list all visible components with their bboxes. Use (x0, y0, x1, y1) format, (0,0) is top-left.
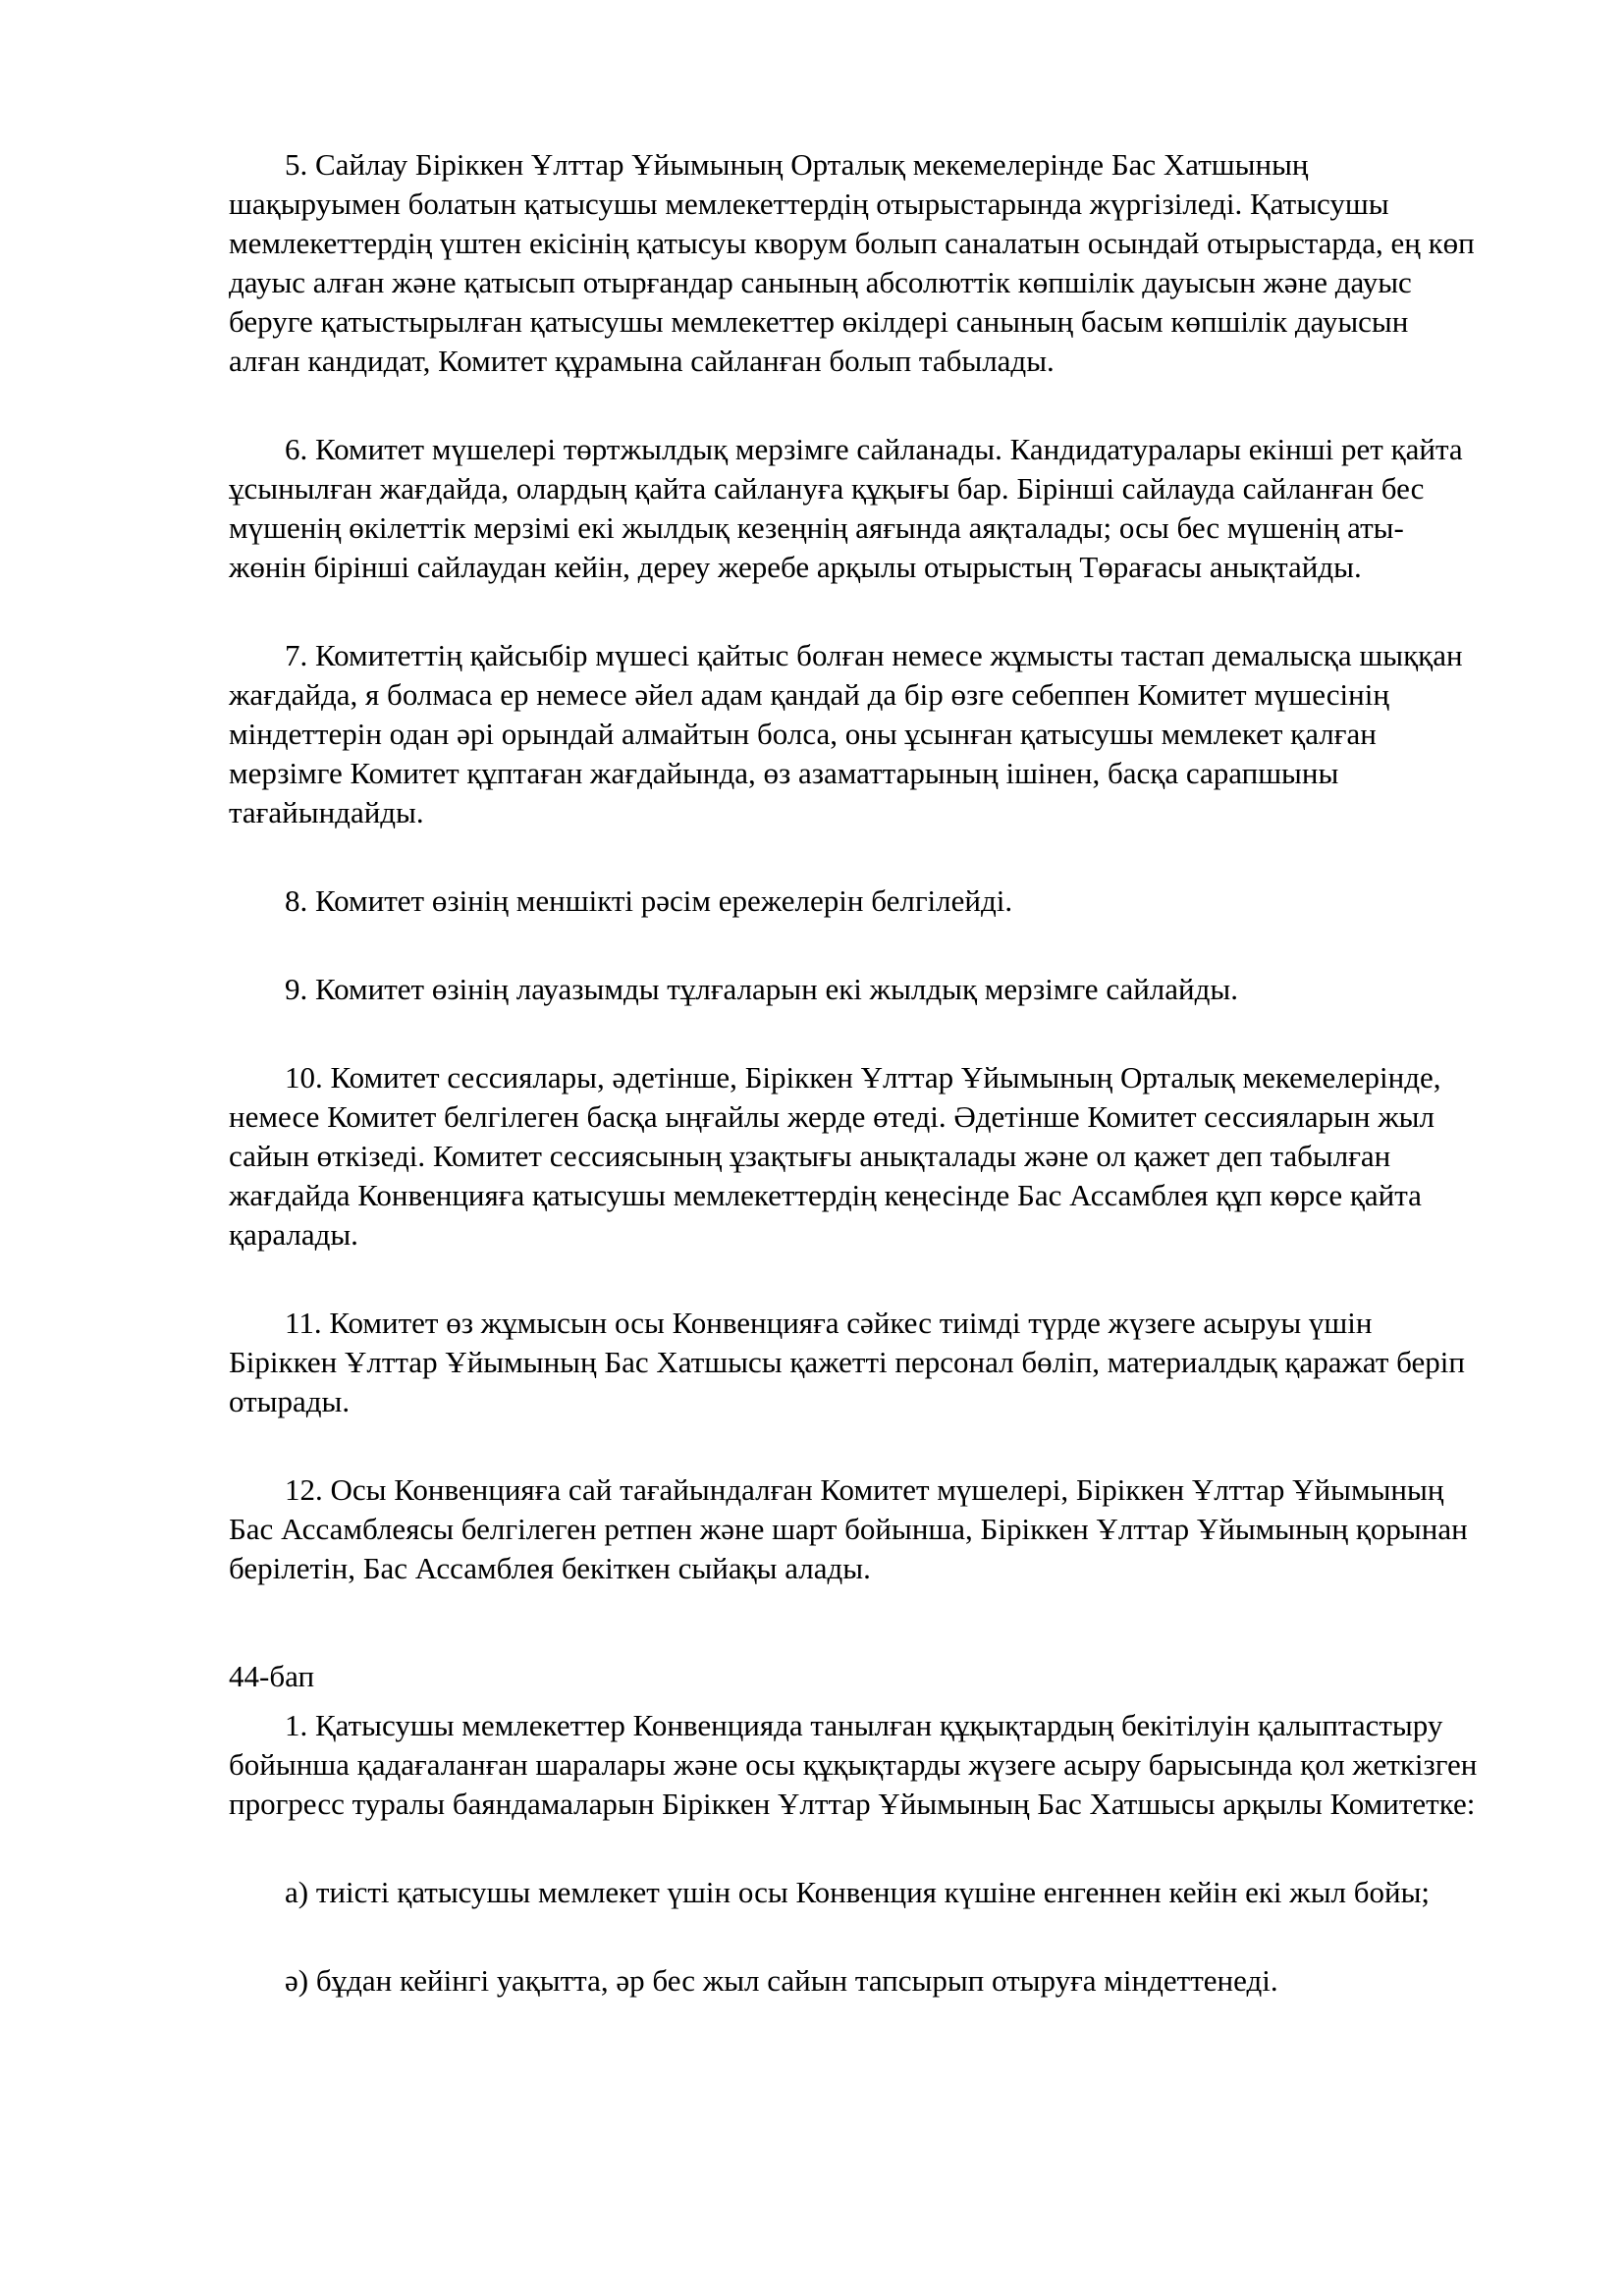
paragraph-6: 6. Комитет мүшелері төртжылдық мерзімге сайланады. Кандидатуралары екінші рет қайта ұсынылған жағдайда, олардың қайта сайлануға құқығы бар. Бірінші сайлауда сайланған бес мүшенің өкілеттік мерзімі екі жылдық кезеңнің аяғында аяқталады; осы бес мүшенің аты-жөнін бірінші сайлаудан кейін, дереу жеребе арқылы отырыстың Төрағасы анықтайды. (229, 432, 1463, 584)
paragraph-8: 8. Комитет өзінің меншікті рәсім ережелерін белгілейді. (285, 883, 1013, 918)
paragraph-7: 7. Комитеттің қайсыбір мүшесі қайтыс болған немесе жұмысты тастап демалысқа шыққан жағдайда, я болмаса ер немесе әйел адам қандай да бір өзге себеппен Комитет мүшесінің міндеттерін одан әрі орындай алмайтын болса, оны ұсынған қатысушы мемлекет қалған мерзімге Комитет құптаған жағдайында, өз азаматтарының ішінен, басқа сарапшыны тағайындайды. (229, 638, 1463, 829)
paragraph-12: 12. Осы Конвенцияға сай тағайындалған Комитет мүшелері, Біріккен Ұлттар Ұйымының Бас Ассамблеясы белгілеген ретпен және шарт бойынша, Біріккен Ұлттар Ұйымының қорынан берілетін, Бас Ассамблея бекіткен сыйақы алады. (229, 1472, 1468, 1585)
paragraph-11: 11. Комитет өз жұмысын осы Конвенцияға сәйкес тиімді түрде жүзеге асыруы үшін Біріккен Ұлттар Ұйымының Бас Хатшысы қажетті персонал бөліп, материалдық қаражат беріп отырады. (229, 1306, 1466, 1418)
article-44-item-a-breve: ә) бұдан кейінгі уақытта, әр бес жыл сайын тапсырып отыруға міндеттенеді. (285, 1963, 1278, 1998)
paragraph-10: 10. Комитет сессиялары, әдетінше, Біріккен Ұлттар Ұйымының Орталық мекемелерінде, немесе Комитет белгілеген басқа ыңғайлы жерде өтеді. Әдетінше Комитет сессияларын жыл сайын өткізеді. Комитет сессиясының ұзақтығы анықталады және ол қажет деп табылған жағдайда Конвенцияға қатысушы мемлекеттердің кеңесінде Бас Ассамблея құп көрсе қайта қаралады. (229, 1060, 1441, 1252)
paragraph-5: 5. Сайлау Біріккен Ұлттар Ұйымының Орталық мекемелерінде Бас Хатшының шақыруымен болатын қатысушы мемлекеттердің отырыстарында жүргізіледі. Қатысушы мемлекеттердің үштен екісінің қатысуы кворум болып саналатын осындай отырыстарда, ең көп дауыс алған және қатысып отырғандар санының абсолюттік көпшілік дауысын және дауыс беруге қатыстырылған қатысушы мемлекеттер өкілдері санының басым көпшілік дауысын алған кандидат, Комитет құрамына сайланған болып табылады. (229, 147, 1475, 378)
article-44-paragraph-1: 1. Қатысушы мемлекеттер Конвенцияда танылған құқықтардың бекітілуін қалыптастыру бойынша қадағаланған шаралары және осы құқықтарды жүзеге асыру барысында қол жеткізген прогресс туралы баяндамаларын Біріккен Ұлттар Ұйымының Бас Хатшысы арқылы Комитетке: (229, 1708, 1478, 1821)
paragraph-9: 9. Комитет өзінің лауазымды тұлғаларын екі жылдық мерзімге сайлайды. (285, 972, 1238, 1006)
article-44-item-a: а) тиісті қатысушы мемлекет үшін осы Конвенция күшіне енгеннен кейін екі жыл бойы; (285, 1875, 1431, 1909)
article-heading-44: 44-бап (229, 1659, 315, 1693)
